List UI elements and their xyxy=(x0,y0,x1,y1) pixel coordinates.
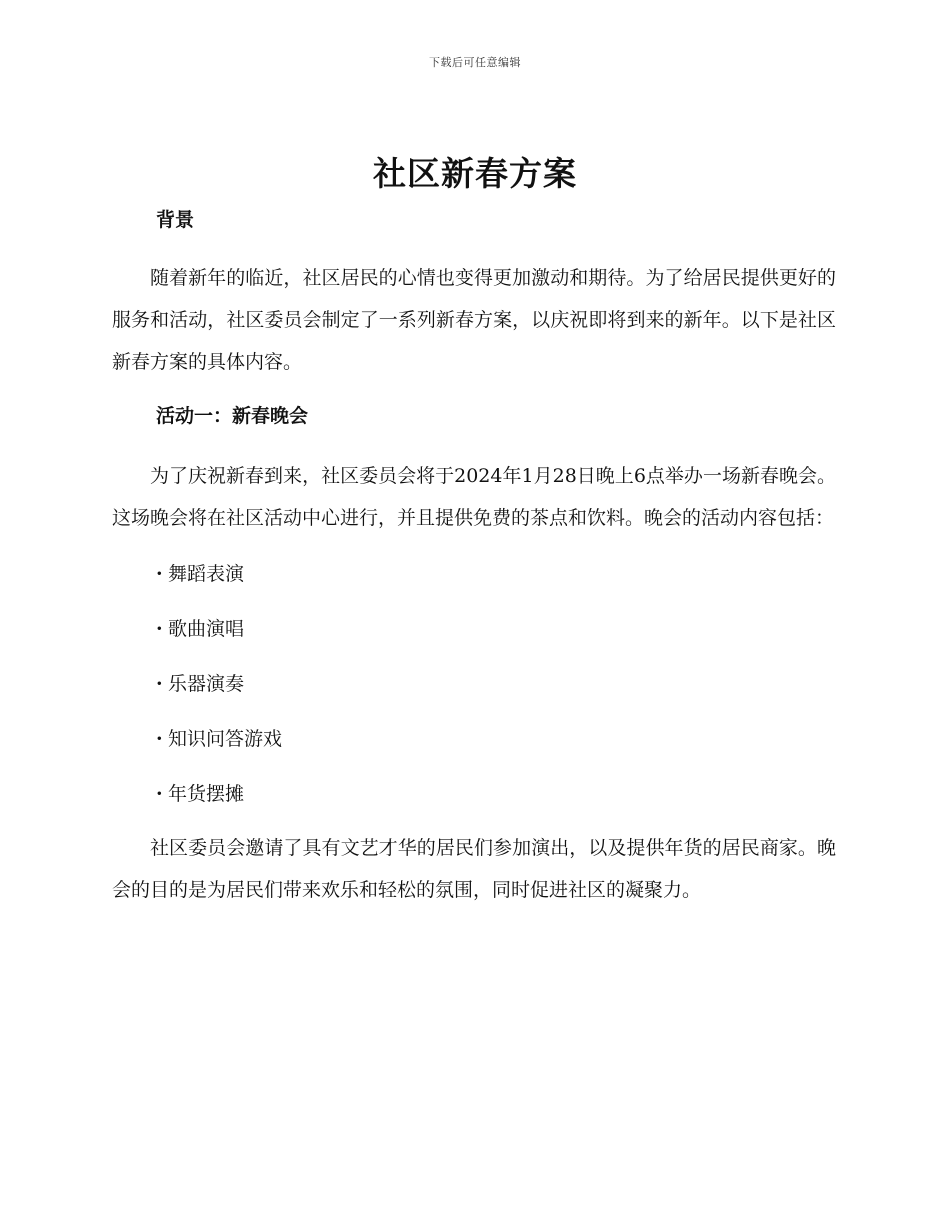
activity-1-paragraph: 为了庆祝新春到来，社区委员会将于2024年1月28日晚上6点举办一场新春晚会。这场晚会将在社区活动中心进行，并且提供免费的茶点和饮料。晚会的活动内容包括： xyxy=(112,465,836,529)
list-item-label: 知识问答游戏 xyxy=(168,728,283,750)
bullet-icon: · xyxy=(156,563,163,585)
list-item-label: 年货摆摊 xyxy=(168,783,245,805)
list-item xyxy=(112,724,836,754)
list-item xyxy=(112,614,836,644)
bullet-icon: · xyxy=(156,783,163,805)
section-heading-activity-1: 活动一：新春晚会 xyxy=(156,405,309,427)
list-item-label: 歌曲演唱 xyxy=(168,618,245,640)
list-item xyxy=(112,559,836,589)
header-note: 下载后可任意编辑 xyxy=(429,56,521,69)
activity-1-list xyxy=(112,559,836,809)
document-body xyxy=(112,205,836,911)
bullet-icon: · xyxy=(156,728,163,750)
list-item xyxy=(112,669,836,699)
list-item-label: 舞蹈表演 xyxy=(168,563,245,585)
document-title: 社区新春方案 xyxy=(373,154,577,193)
list-item-label: 乐器演奏 xyxy=(168,673,245,695)
bullet-icon: · xyxy=(156,618,163,640)
background-paragraph: 随着新年的临近，社区居民的心情也变得更加激动和期待。为了给居民提供更好的服务和活动，社区委员会制定了一系列新春方案，以庆祝即将到来的新年。以下是社区新春方案的具体内容。 xyxy=(112,267,836,373)
section-heading-background: 背景 xyxy=(156,209,195,231)
list-item xyxy=(112,779,836,809)
activity-1-closing-paragraph: 社区委员会邀请了具有文艺才华的居民们参加演出，以及提供年货的居民商家。晚会的目的是为居民们带来欢乐和轻松的氛围，同时促进社区的凝聚力。 xyxy=(112,837,836,901)
bullet-icon: · xyxy=(156,673,163,695)
